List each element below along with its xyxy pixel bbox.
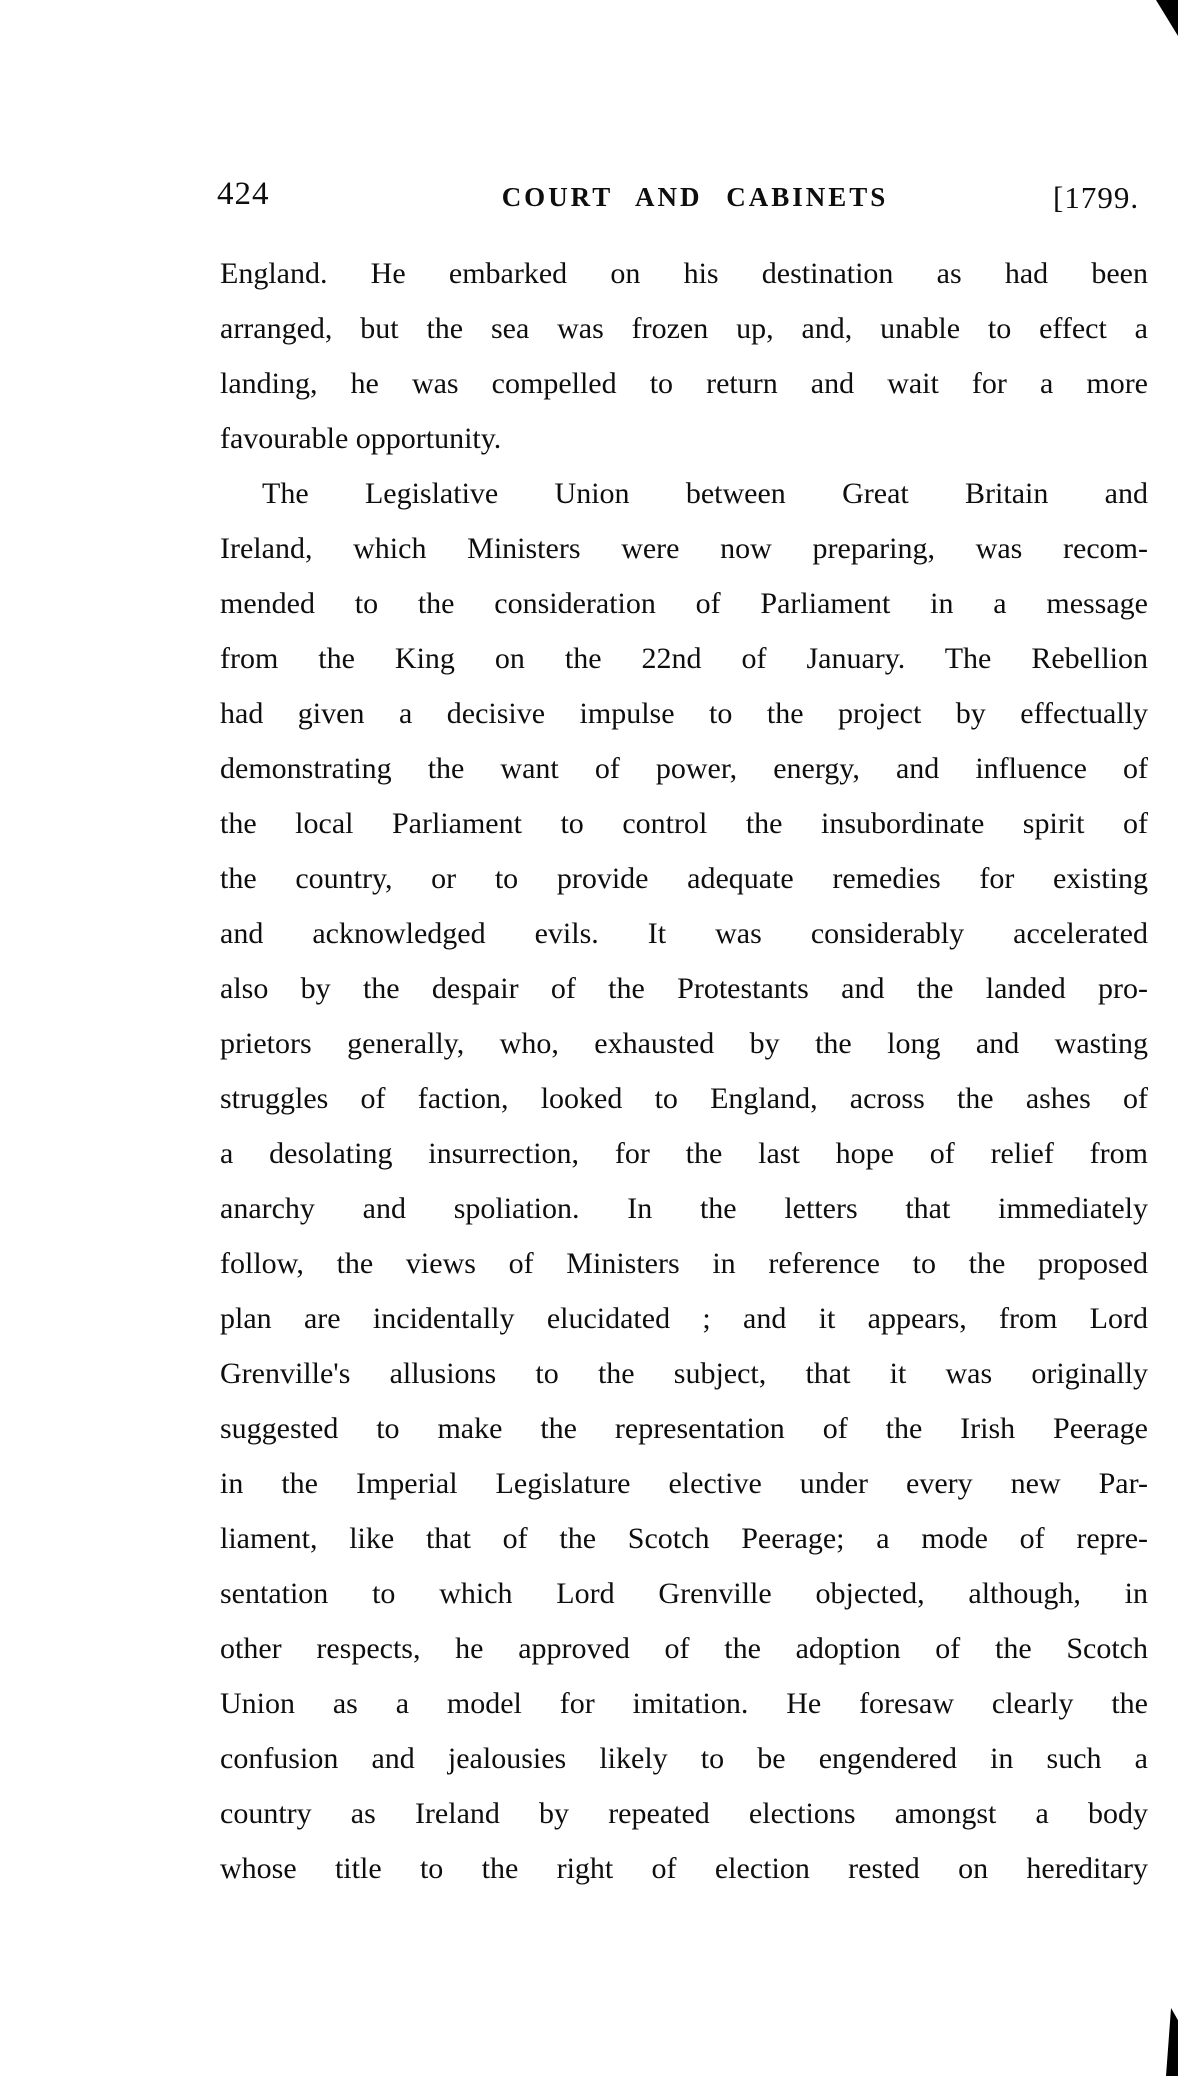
date-marker: [1799. [1053, 180, 1140, 215]
text-line: the country, or to provide adequate remedies for existing [220, 862, 1148, 895]
text-line: demonstrating the want of power, energy, and influence of [220, 752, 1148, 785]
text-line: plan are incidentally elucidated ; and it appears, from Lord [220, 1302, 1148, 1335]
text-line: in the Imperial Legislature elective under every new Par- [220, 1467, 1148, 1500]
text-line: England. He embarked on his destination as had been [220, 257, 1148, 290]
text-line: whose title to the right of election rested on hereditary [220, 1852, 1148, 1885]
text-line: mended to the consideration of Parliament in a message [220, 587, 1148, 620]
scan-artifact-top-right [1156, 0, 1178, 36]
text-line: country as Ireland by repeated elections amongst a body [220, 1797, 1148, 1830]
text-line: the local Parliament to control the insubordinate spirit of [220, 807, 1148, 840]
text-line: Ireland, which Ministers were now preparing, was recom- [220, 532, 1148, 565]
text-line: a desolating insurrection, for the last hope of relief from [220, 1137, 1148, 1170]
text-line: anarchy and spoliation. In the letters that immediately [220, 1192, 1148, 1225]
text-line: and acknowledged evils. It was considerably accelerated [220, 917, 1148, 950]
running-title: COURT AND CABINETS [501, 182, 889, 212]
text-line: follow, the views of Ministers in reference to the proposed [220, 1247, 1148, 1280]
text-line: Union as a model for imitation. He foresaw clearly the [220, 1687, 1148, 1720]
text-line: also by the despair of the Protestants and the landed pro- [220, 972, 1148, 1005]
page-number: 424 [217, 176, 270, 212]
text-line: favourable opportunity. [220, 422, 502, 455]
text-line: liament, like that of the Scotch Peerage; a mode of repre- [220, 1522, 1148, 1555]
text-line: prietors generally, who, exhausted by the long and wasting [220, 1027, 1148, 1060]
text-line: landing, he was compelled to return and wait for a more [220, 367, 1148, 400]
text-line: The Legislative Union between Great Britain and [262, 477, 1148, 510]
text-line: confusion and jealousies likely to be engendered in such a [220, 1742, 1148, 1775]
text-line: suggested to make the representation of the Irish Peerage [220, 1412, 1148, 1445]
text-line: had given a decisive impulse to the project by effectually [220, 697, 1148, 730]
text-line: Grenville's allusions to the subject, that it was originally [220, 1357, 1148, 1390]
text-line: arranged, but the sea was frozen up, and, unable to effect a [220, 312, 1148, 345]
text-line: other respects, he approved of the adoption of the Scotch [220, 1632, 1148, 1665]
text-line: struggles of faction, looked to England, across the ashes of [220, 1082, 1148, 1115]
body-text [220, 246, 1148, 1896]
scan-artifact-bottom-right [1166, 2008, 1178, 2076]
text-line: from the King on the 22nd of January. The Rebellion [220, 642, 1148, 675]
text-line: sentation to which Lord Grenville objected, although, in [220, 1577, 1148, 1610]
